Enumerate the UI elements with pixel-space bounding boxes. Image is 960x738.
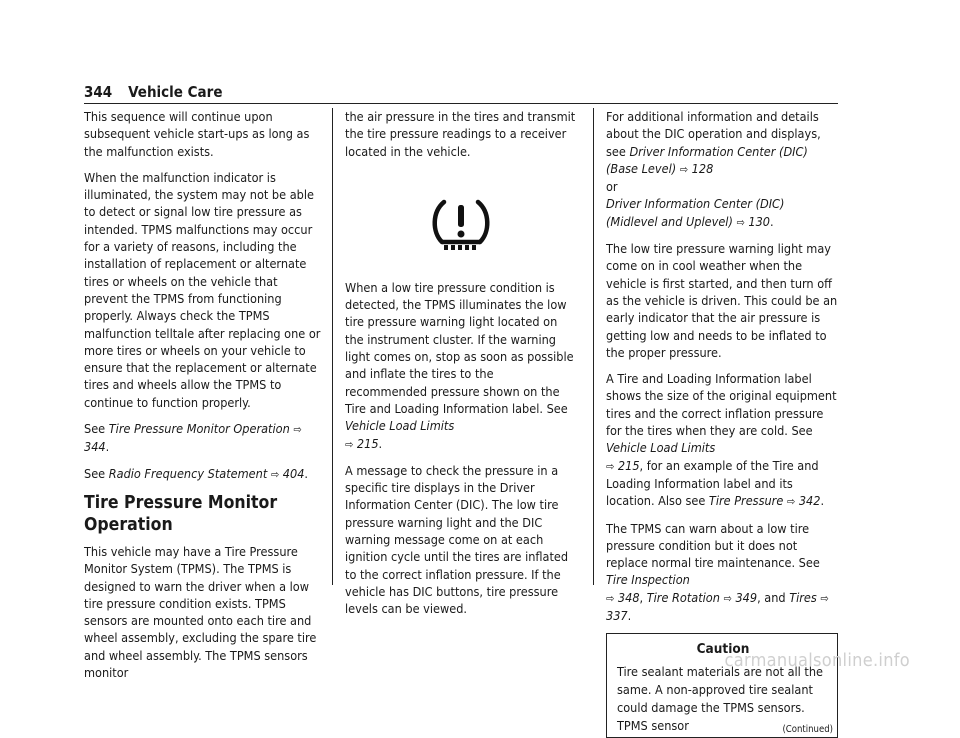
paragraph: The low tire pressure warning light may come on in cool weather when the vehicle is first started, and then turn off as the vehicle is driven. This could be an early indicator that the air pressure is getting low and needs to be inflated to the proper pressure. bbox=[606, 241, 838, 360]
text: or bbox=[606, 179, 618, 195]
page-ref[interactable]: 215 bbox=[356, 435, 379, 451]
page-arrow-icon: ⇨ bbox=[345, 437, 354, 451]
column-divider-2 bbox=[593, 108, 594, 585]
link-vehicle-load-limits[interactable]: Vehicle Load Limits bbox=[606, 440, 716, 456]
tpms-icon-container bbox=[345, 169, 577, 279]
caution-text: Tire sealant materials are not all the same. A non-approved tire sealant could damage the TPMS sensors. TPMS sensor bbox=[617, 664, 824, 734]
page-ref[interactable]: 128 bbox=[691, 160, 714, 176]
page-ref[interactable]: 348 bbox=[617, 589, 640, 605]
paragraph bbox=[345, 279, 577, 453]
section-title: Vehicle Care bbox=[128, 83, 223, 101]
paragraph bbox=[606, 108, 838, 231]
text: The TPMS can warn about a low tire pressure condition but it does not replace normal tire maintenance. See bbox=[606, 520, 820, 571]
caution-title: Caution bbox=[696, 641, 750, 658]
link-radio-frequency-statement[interactable]: Radio Frequency Statement bbox=[108, 465, 268, 481]
paragraph: A message to check the pressure in a specific tire displays in the Driver Information Center (DIC). The low tire pressure warning light and the DIC warning message come on at each ignition cycle until the tires are inflated to the correct inflation pressure. If the vehicle has DIC buttons, tire pressure levels can be viewed. bbox=[345, 462, 569, 617]
page-ref[interactable]: 344 bbox=[84, 439, 106, 455]
see-label: See bbox=[84, 465, 109, 481]
link-dic-midlevel-uplevel[interactable]: Driver Information Center (DIC) (Midlevel and Uplevel) bbox=[606, 196, 785, 229]
text: For additional information and details about the DIC operation and displays, see bbox=[606, 109, 821, 159]
link-tire-inspection[interactable]: Tire Inspection bbox=[606, 572, 690, 588]
punct: . bbox=[105, 439, 110, 455]
page-ref[interactable]: 215 bbox=[617, 457, 640, 473]
text: When a low tire pressure condition is detected, the TPMS illuminates the low tire pressure warning light located on the instrument cluster. If the warning light comes on, stop as soon as possible and inflate the tires to the recommended pressure shown on the Tire and Loading Information label. See bbox=[345, 279, 574, 416]
punct: . bbox=[820, 493, 825, 509]
column-3 bbox=[606, 108, 838, 738]
page-number: 344 bbox=[84, 83, 113, 101]
column-2 bbox=[345, 108, 577, 627]
paragraph bbox=[606, 370, 838, 510]
page-arrow-icon: ⇨ bbox=[270, 467, 280, 481]
page-ref[interactable]: 404 bbox=[282, 465, 305, 481]
punct: . bbox=[627, 608, 632, 624]
punct: . bbox=[304, 465, 309, 481]
header-rule bbox=[84, 103, 838, 104]
page-ref[interactable]: 342 bbox=[798, 493, 821, 509]
see-also-1 bbox=[84, 420, 322, 456]
text: A Tire and Loading Information label shows the size of the original equipment tires and the correct inflation pressure for the tires when they are cold. See bbox=[606, 371, 837, 439]
page-arrow-icon: ⇨ bbox=[736, 215, 745, 229]
continued-label: (Continued) bbox=[782, 724, 833, 736]
page-arrow-icon: ⇨ bbox=[606, 459, 615, 473]
link-tire-rotation[interactable]: Tire Rotation bbox=[646, 589, 720, 605]
tpms-warning-icon bbox=[430, 196, 492, 252]
see-also-2 bbox=[84, 465, 322, 483]
paragraph: This vehicle may have a Tire Pressure Monitor System (TPMS). The TPMS is designed to warn the driver when a low tire pressure condition exists. TPMS sensors are mounted onto each tire and wheel assembly, excluding the spare tire and wheel assembly. The TPMS sensors monitor bbox=[84, 543, 317, 681]
link-tires[interactable]: Tires bbox=[789, 589, 817, 605]
link-dic-base-level[interactable]: Driver Information Center (DIC) (Base Level) bbox=[606, 143, 808, 176]
page-header bbox=[84, 83, 222, 101]
text: , for an example of the Tire and Loading Information label and its location. Also see bbox=[606, 457, 819, 509]
paragraph: This sequence will continue upon subsequent vehicle start-ups as long as the malfunction exists. bbox=[84, 109, 310, 159]
page-arrow-icon: ⇨ bbox=[293, 423, 302, 437]
paragraph bbox=[606, 520, 838, 625]
page-ref[interactable]: 337 bbox=[606, 608, 628, 624]
page-ref[interactable]: 130 bbox=[748, 213, 771, 229]
page-ref[interactable]: 349 bbox=[735, 589, 758, 605]
watermark: carmanualsonline.info bbox=[724, 650, 910, 671]
link-tire-pressure[interactable]: Tire Pressure bbox=[708, 493, 784, 509]
section-heading: Tire Pressure Monitor Operation bbox=[84, 492, 278, 535]
paragraph: When the malfunction indicator is illuminated, the system may not be able to detect or signal low tire pressure as intended. TPMS malfunctions may occur for a variety of reasons, including the installation of replacement or alternate tires or wheels on the vehicle that prevent the TPMS from functioning properly. Always check the TPMS malfunction telltale after replacing one or more tires or wheels on your vehicle to ensure that the replacement or alternate tires and wheels allow the TPMS to continue to function properly. bbox=[84, 169, 321, 410]
link-vehicle-load-limits[interactable]: Vehicle Load Limits bbox=[345, 418, 455, 434]
column-divider-1 bbox=[332, 108, 333, 585]
link-tire-pressure-monitor-operation[interactable]: Tire Pressure Monitor Operation bbox=[108, 421, 290, 437]
punct: . bbox=[770, 213, 774, 229]
page-arrow-icon: ⇨ bbox=[723, 591, 732, 605]
punct: , bbox=[639, 589, 647, 605]
see-label: See bbox=[84, 421, 109, 437]
paragraph: the air pressure in the tires and transmit the tire pressure readings to a receiver located in the vehicle. bbox=[345, 109, 576, 159]
page-arrow-icon: ⇨ bbox=[679, 162, 689, 176]
page-arrow-icon: ⇨ bbox=[786, 495, 796, 509]
column-1 bbox=[84, 108, 322, 690]
punct: . bbox=[378, 435, 383, 451]
page-arrow-icon: ⇨ bbox=[820, 591, 829, 605]
page-arrow-icon: ⇨ bbox=[606, 591, 615, 605]
punct: , and bbox=[757, 589, 790, 605]
